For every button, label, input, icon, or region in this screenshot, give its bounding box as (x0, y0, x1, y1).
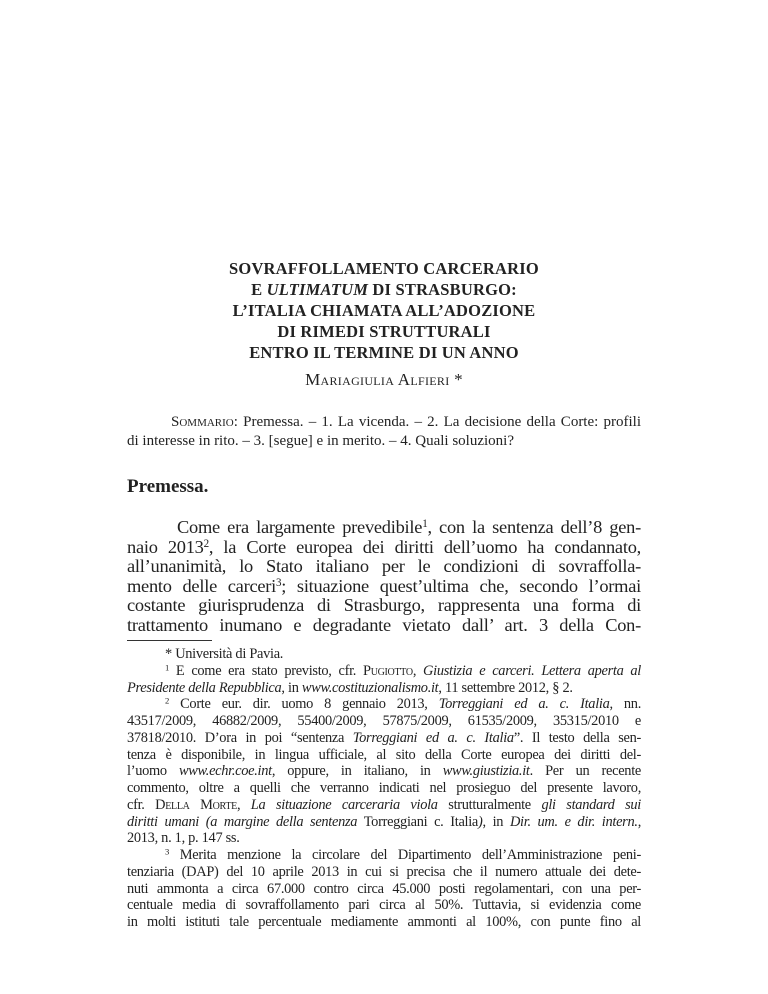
text-run: DI STRASBURGO: (368, 280, 517, 299)
title-line (127, 258, 641, 279)
footnotes-line (127, 847, 641, 864)
text-run: cfr. (127, 796, 156, 813)
footnotes (127, 646, 641, 931)
article-title (127, 258, 641, 363)
text-run: costante giurisprudenza di Strasburgo, rappresenta una forma di (127, 595, 641, 615)
text-run: , 11 settembre 2012, § 2. (438, 679, 573, 696)
summary (127, 413, 641, 451)
footnote-ref: 1 (422, 517, 428, 530)
text-run: Torreggiani ed a. c. Italia (352, 729, 514, 746)
footnotes-line (127, 646, 641, 663)
text-run: trattamento inumano e degradante vietato dall’ art. 3 della Con- (127, 614, 641, 635)
body-line (127, 518, 641, 538)
text-run: Corte eur. dir. uomo 8 gennaio 2013, (169, 696, 439, 713)
text-run: , (637, 813, 641, 830)
text-run: www.giustizia.it (442, 763, 530, 780)
footnotes-line (127, 897, 641, 914)
footnotes-line (127, 830, 641, 847)
footnotes-line (127, 814, 641, 831)
text-run: www.costituzionalismo.it (301, 679, 439, 696)
text-run: naio 2013 (127, 536, 204, 557)
text-run: Dir. um. e dir. intern. (509, 813, 638, 830)
footnotes-line (127, 696, 641, 713)
footnote-ref: 1 (165, 662, 170, 672)
text-run: , (236, 796, 251, 813)
body-line (127, 616, 641, 636)
footnotes-line (127, 881, 641, 898)
title-line (127, 342, 641, 363)
footnote-ref: 2 (203, 537, 209, 550)
footnotes-line (127, 713, 641, 730)
text-run: centuale media di sovraffollamento pari circa al 50%. Tuttavia, si evidenzia come (127, 897, 641, 914)
text-run: commento, oltre a quelli che verranno indicati nel prosieguo del presente lavoro, (127, 780, 641, 796)
footnote-separator (127, 640, 212, 641)
text-run: , (412, 662, 424, 679)
text-run: in molti istituti tale percentuale mediamente ammonti al 100%, con punte fino al (127, 914, 641, 930)
text-run: E come era stato previsto, cfr. (169, 662, 363, 679)
footnotes-line (127, 914, 641, 931)
body-line (127, 557, 641, 577)
text-run: ; situazione quest’ultima che, secondo l’ormai (281, 575, 641, 596)
text-run: ENTRO IL TERMINE DI UN ANNO (249, 343, 519, 362)
sommario-line (127, 432, 641, 451)
text-run: L’ITALIA CHIAMATA ALL’ADOZIONE (232, 301, 536, 320)
text-run: l’uomo (127, 763, 179, 780)
text-run: ”. Il testo della sen- (513, 729, 641, 746)
text-run: 2013, n. 1, p. 147 ss. (127, 830, 240, 847)
footnotes-line (127, 864, 641, 881)
text-run: Torreggiani c. Italia (357, 813, 479, 830)
text-run: tenziaria (DAP) del 10 aprile 2013 in cui si precisa che il numero attuale dei dete- (127, 863, 641, 880)
title-line (127, 300, 641, 321)
text-run: Torreggiani ed a. c. Italia (438, 696, 610, 713)
body-line (127, 538, 641, 558)
text-run: , con la sentenza dell’8 gen- (427, 517, 641, 537)
text-run: Giustizia e carceri. Lettera aperta al (423, 662, 641, 679)
text-run: 43517/2009, 46882/2009, 55400/2009, 57875/2009, 61535/2009, 35315/2010 e (127, 713, 641, 729)
text-run: Della Morte (155, 796, 237, 813)
body-line (127, 577, 641, 597)
text-run: ULTIMATUM (266, 280, 369, 299)
author-name: Mariagiulia Alfieri (305, 370, 450, 389)
text-run: : Premessa. – 1. La vicenda. – 2. La decisione della Corte: profili (233, 414, 641, 430)
text-run: La situazione carceraria viola (250, 796, 438, 813)
footnote-ref: 3 (165, 846, 170, 857)
author-footnote-mark: * (449, 370, 463, 389)
text-run: , nn. (609, 696, 641, 713)
footnotes-line (127, 730, 641, 747)
text-run: 37818/2010. D’ora in poi “sentenza (127, 729, 353, 746)
footnotes-line (127, 797, 641, 814)
text-run: Sommario (171, 414, 234, 430)
title-line (127, 279, 641, 300)
text-run: tenza è disponibile, in lingua ufficiale, al sito della Corte europea dei diritti del- (127, 746, 641, 763)
text-run: all’unanimità, lo Stato italiano per le condizioni di sovraffolla- (127, 556, 641, 576)
text-run: Pugiotto (362, 662, 413, 679)
text-run: gli standard sui (541, 796, 641, 813)
text-run: Presidente della Repubblica (127, 679, 282, 696)
text-run: diritti umani (a margine della sentenza (127, 813, 358, 830)
body-line (127, 596, 641, 616)
text-run: . Per un recente (529, 763, 641, 780)
text-run: www.echr.coe.int (178, 763, 272, 780)
text-run: Come era largamente prevedibile (177, 517, 423, 537)
text-run: DI RIMEDI STRUTTURALI (277, 322, 491, 341)
body-paragraph (127, 518, 641, 635)
text-run: , in (482, 813, 510, 830)
text-run: strutturalmente (437, 796, 542, 813)
text-run: , in (281, 679, 302, 696)
section-heading: Premessa. (127, 476, 209, 497)
text-run: ) (478, 813, 483, 830)
text-run: Merita menzione la circolare del Dipartimento dell’Amministrazione peni- (169, 847, 641, 863)
text-run: nuti ammonta a circa 67.000 contro circa 45.000 posti regolamentari, con una per- (127, 880, 641, 897)
text-run: , la Corte europea dei diritti dell’uomo ha condannato, (208, 536, 641, 557)
footnote-ref: 3 (276, 576, 282, 589)
footnotes-line (127, 763, 641, 780)
text-run: , oppure, in italiano, in (271, 763, 443, 780)
author-line (127, 370, 641, 390)
footnotes-line (127, 680, 641, 697)
footnotes-line (127, 780, 641, 797)
text-run: mento delle carceri (127, 575, 277, 596)
text-run: * Università di Pavia. (165, 646, 284, 662)
footnotes-line (127, 663, 641, 680)
footnotes-line (127, 747, 641, 764)
footnote-ref: 2 (165, 695, 170, 706)
sommario-line (127, 413, 641, 432)
text-run: SOVRAFFOLLAMENTO CARCERARIO (229, 259, 539, 278)
text-run: E (251, 280, 267, 299)
text-run: di interesse in rito. – 3. [segue] e in merito. – 4. Quali soluzioni? (127, 433, 514, 449)
title-line (127, 321, 641, 342)
